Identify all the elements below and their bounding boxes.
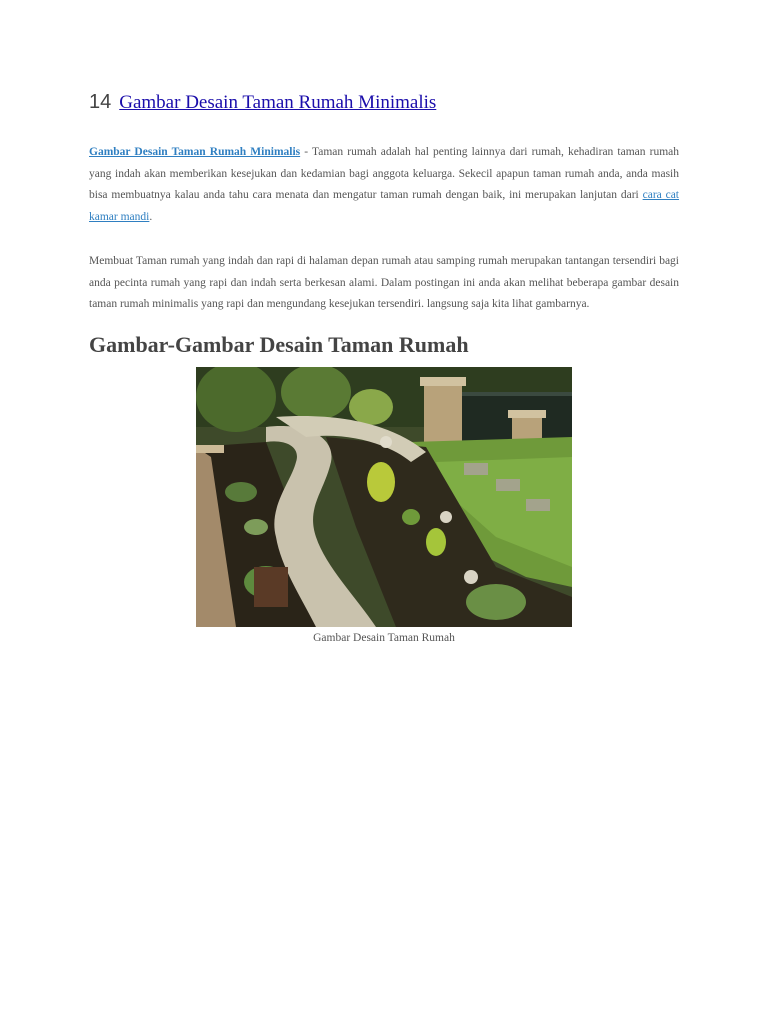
- shrub: [349, 389, 393, 425]
- intro-title-link[interactable]: Gambar Desain Taman Rumah Minimalis: [89, 146, 301, 158]
- section-heading: Gambar-Gambar Desain Taman Rumah: [89, 332, 469, 357]
- plant: [426, 528, 446, 556]
- rock: [440, 511, 452, 523]
- stepping-stone: [464, 463, 488, 475]
- pillar-left-cap: [420, 377, 466, 386]
- rock: [380, 436, 392, 448]
- plant: [244, 519, 268, 535]
- stepping-stone: [526, 499, 550, 511]
- fence-top: [451, 392, 572, 396]
- pillar-left: [424, 382, 462, 442]
- post-number: 14: [89, 91, 112, 113]
- flower-pot: [254, 567, 288, 607]
- plant: [402, 509, 420, 525]
- plant: [225, 482, 257, 502]
- figure-caption: Gambar Desain Taman Rumah: [313, 632, 455, 644]
- intro-paragraph: [89, 142, 679, 229]
- rock: [464, 570, 478, 584]
- related-post-link[interactable]: cara cat kamar mandi: [89, 189, 680, 224]
- stepping-stone: [496, 479, 520, 491]
- body-paragraph: Membuat Taman rumah yang indah dan rapi di halaman depan rumah atau samping rumah merupakan tantangan tersendiri bagi anda pecinta rumah yang rapi dan indah serta berkesan alami. Dalam postingan ini anda akan melihat beberapa gambar desain taman rumah minimalis yang rapi dan mengundang kesejukan tersendiri. langsung saja kita lihat gambarnya.: [89, 255, 679, 311]
- post-title-link[interactable]: Gambar Desain Taman Rumah Minimalis: [119, 92, 437, 113]
- intro-end: .: [149, 211, 153, 224]
- intro-text: - Taman rumah adalah hal penting lainnya dari rumah, kehadiran taman rumah yang indah akan memberikan kesejukan dan kedamian bagi anggota keluarga. Sekecil apapun taman rumah anda, anda masih bisa membuatnya kalau anda tahu cara menata dan mengatur taman rumah dengan baik, ini merupakan lanjutan dari: [89, 146, 680, 202]
- post-title: [89, 91, 436, 114]
- plant: [367, 462, 395, 502]
- garden-photo: [196, 367, 572, 627]
- pillar-right-cap: [508, 410, 546, 418]
- wall-cap: [196, 445, 224, 453]
- plant: [466, 584, 526, 620]
